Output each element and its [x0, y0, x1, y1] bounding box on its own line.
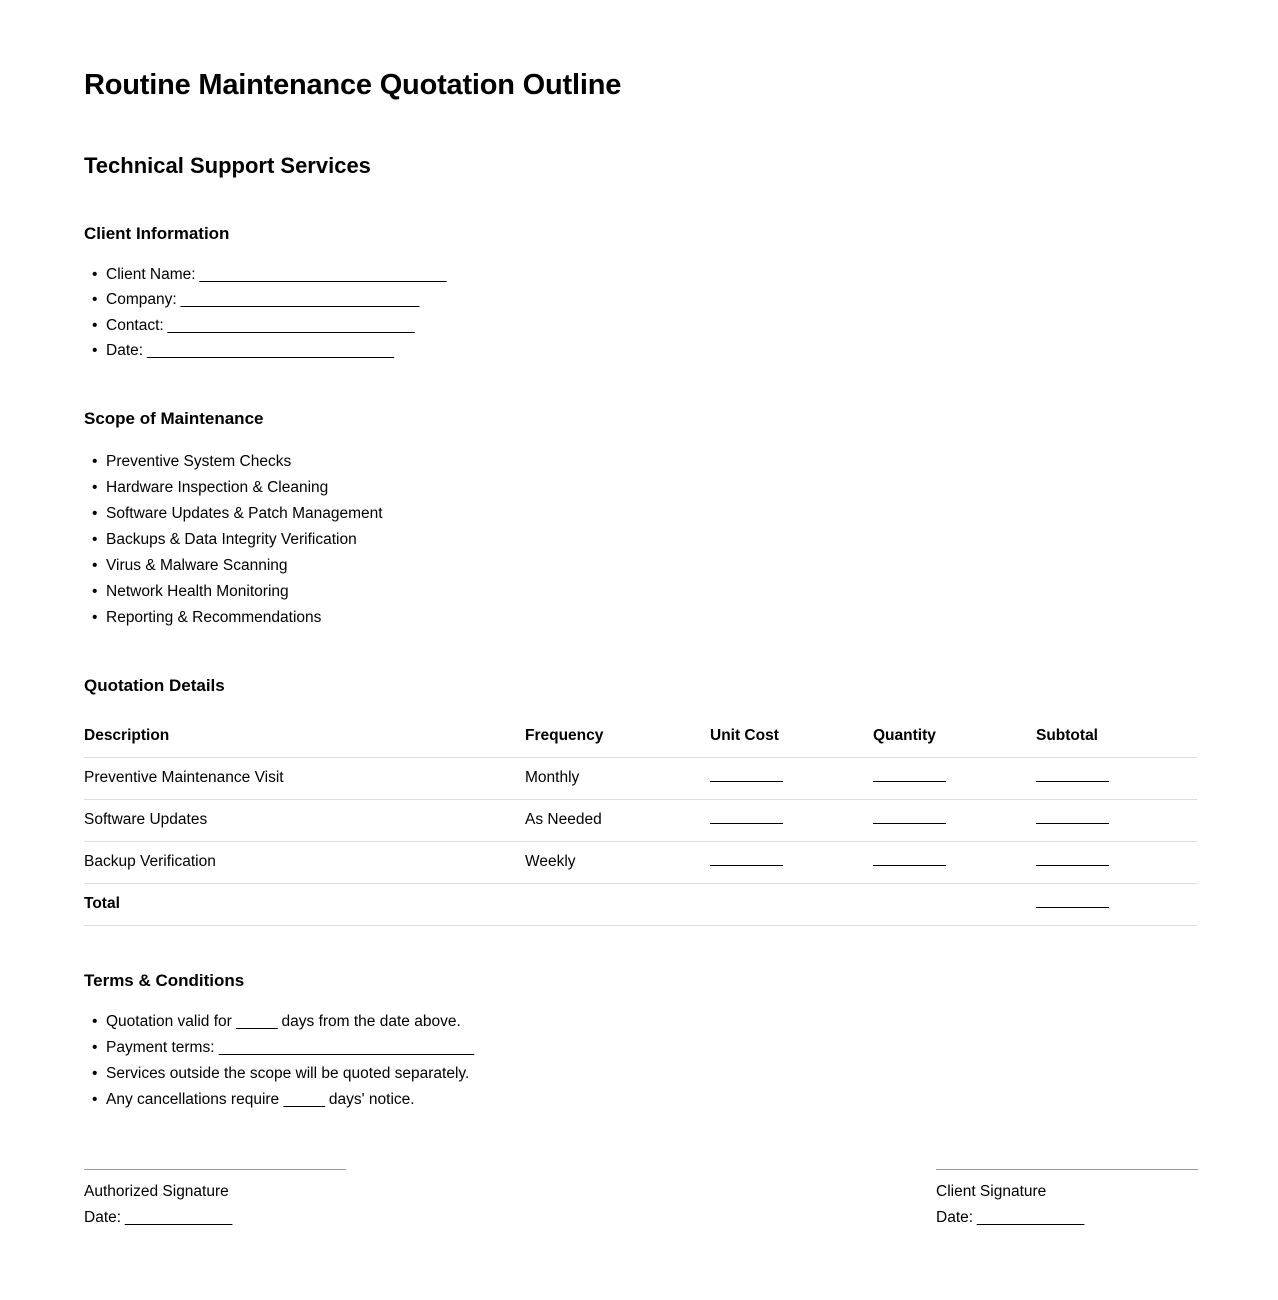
field-blank-contact[interactable]: ______________________________ [163, 316, 415, 334]
unit-cost-blank[interactable] [710, 811, 783, 824]
signature-date-blank[interactable]: _____________ [121, 1209, 232, 1227]
cell-total-subtotal[interactable] [1036, 883, 1197, 925]
quantity-blank[interactable] [873, 811, 946, 824]
list-item: • Reporting & Recommendations [84, 605, 1197, 631]
column-header-subtotal: Subtotal [1036, 726, 1098, 744]
table-header-row [84, 727, 1197, 758]
table-row [84, 799, 1197, 841]
list-item [84, 1009, 1197, 1035]
unit-cost-blank[interactable] [710, 853, 783, 866]
quantity-blank[interactable] [873, 769, 946, 782]
cell-total-unit-cost [710, 883, 873, 925]
page-title: Routine Maintenance Quotation Outline [84, 69, 622, 101]
cell-quantity[interactable] [873, 757, 1036, 799]
cell-total-frequency [525, 883, 710, 925]
scope-of-maintenance-list [84, 429, 1197, 631]
list-item: • Preventive System Checks [84, 449, 1197, 475]
heading-terms-and-conditions: Terms & Conditions [84, 970, 245, 990]
cell-total-label: Total [84, 883, 525, 925]
signature-label-client: Client Signature [936, 1183, 1047, 1201]
table-row [84, 757, 1197, 799]
list-item [84, 338, 1197, 364]
column-header-quantity: Quantity [873, 726, 936, 744]
terms-and-conditions-list [84, 991, 1197, 1113]
table-header [84, 727, 1197, 758]
unit-cost-blank[interactable] [710, 769, 783, 782]
field-blank-date[interactable]: ______________________________ [143, 342, 394, 360]
quotation-details-table [84, 727, 1197, 926]
quantity-blank[interactable] [873, 853, 946, 866]
client-information-list [84, 245, 1197, 364]
cell-subtotal[interactable] [1036, 841, 1197, 883]
list-item [84, 1061, 1197, 1087]
field-label-contact: Contact: [106, 316, 164, 334]
total-subtotal-blank[interactable] [1036, 895, 1109, 908]
term-text-before: Any cancellations require [106, 1091, 284, 1109]
signature-block-authorized [84, 1169, 346, 1231]
subtotal-blank[interactable] [1036, 769, 1109, 782]
term-blank-cancellation-days[interactable]: _____ [283, 1091, 325, 1109]
cell-quantity[interactable] [873, 841, 1036, 883]
cell-frequency: Weekly [525, 841, 710, 883]
term-blank-payment-terms[interactable]: _______________________________ [218, 1039, 474, 1057]
list-item [84, 262, 1197, 288]
list-item: • Hardware Inspection & Cleaning [84, 475, 1197, 501]
column-header-unit-cost: Unit Cost [710, 726, 779, 744]
cell-total-quantity [873, 883, 1036, 925]
cell-quantity[interactable] [873, 799, 1036, 841]
term-blank-valid-days[interactable]: _____ [236, 1013, 278, 1031]
list-item [84, 287, 1197, 313]
term-text-before: Quotation valid for [106, 1013, 237, 1031]
subtotal-blank[interactable] [1036, 853, 1109, 866]
section-title-technical-support: Technical Support Services [84, 152, 371, 178]
subtotal-blank[interactable] [1036, 811, 1109, 824]
signature-date-client [936, 1205, 1198, 1231]
field-blank-client-name[interactable]: ______________________________ [195, 265, 447, 283]
field-label-date: Date: [106, 342, 144, 360]
table-row-total [84, 883, 1197, 925]
cell-unit-cost[interactable] [710, 841, 873, 883]
list-item [84, 313, 1197, 339]
field-label-company: Company: [106, 291, 177, 309]
term-text-after: days from the date above. [277, 1013, 461, 1031]
heading-scope-of-maintenance: Scope of Maintenance [84, 408, 264, 428]
cell-frequency: Monthly [525, 757, 710, 799]
cell-description: Backup Verification [84, 841, 525, 883]
list-item: • Software Updates & Patch Management [84, 501, 1197, 527]
cell-description: Software Updates [84, 799, 525, 841]
field-label-client-name: Client Name: [106, 265, 196, 283]
cell-unit-cost[interactable] [710, 799, 873, 841]
term-text-before: Payment terms: [106, 1039, 219, 1057]
signature-area [84, 1169, 1197, 1279]
cell-subtotal[interactable] [1036, 799, 1197, 841]
signature-date-blank[interactable]: _____________ [973, 1209, 1084, 1227]
table-body [84, 757, 1197, 925]
field-blank-company[interactable]: _____________________________ [176, 291, 419, 309]
list-item: • Network Health Monitoring [84, 579, 1197, 605]
heading-quotation-details: Quotation Details [84, 676, 225, 696]
signature-label-authorized: Authorized Signature [84, 1183, 229, 1201]
term-text-after: days' notice. [324, 1091, 415, 1109]
cell-unit-cost[interactable] [710, 757, 873, 799]
table-row [84, 841, 1197, 883]
signature-block-client [936, 1169, 1198, 1231]
list-item [84, 1087, 1197, 1113]
list-item: • Virus & Malware Scanning [84, 553, 1197, 579]
term-text-before: Services outside the scope will be quoted separately. [106, 1065, 470, 1083]
signature-date-label: Date: [936, 1209, 974, 1227]
signature-date-authorized [84, 1205, 346, 1231]
cell-frequency: As Needed [525, 799, 710, 841]
cell-subtotal[interactable] [1036, 757, 1197, 799]
cell-description: Preventive Maintenance Visit [84, 757, 525, 799]
column-header-frequency: Frequency [525, 726, 604, 744]
signature-date-label: Date: [84, 1209, 122, 1227]
list-item: • Backups & Data Integrity Verification [84, 527, 1197, 553]
list-item [84, 1035, 1197, 1061]
column-header-description: Description [84, 726, 170, 744]
heading-client-information: Client Information [84, 224, 230, 244]
